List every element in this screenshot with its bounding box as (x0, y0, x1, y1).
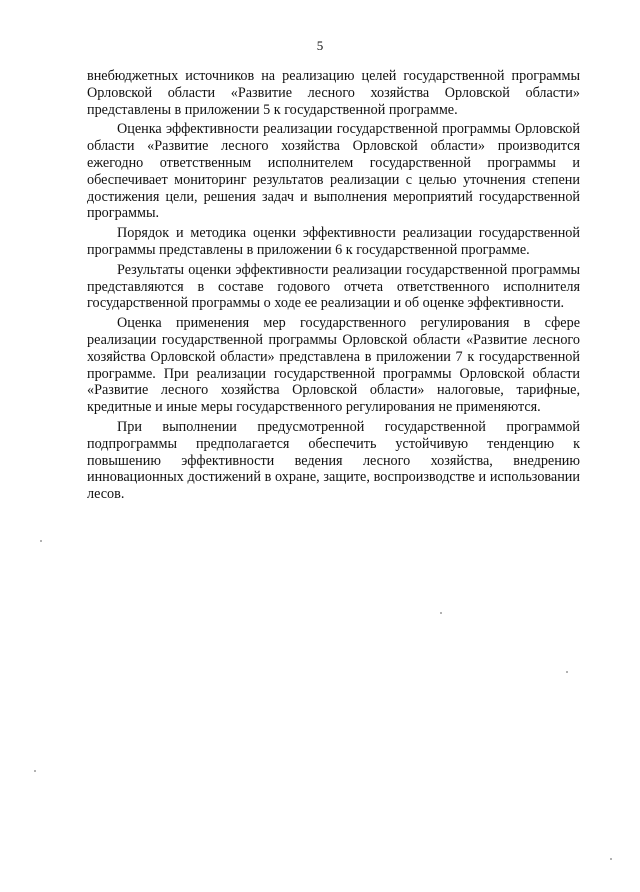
paragraph-methodology: Порядок и методика оценки эффективности реализации государственной программы представлены в приложении 6 к государственной программе. (87, 225, 580, 258)
scan-speck (610, 858, 612, 860)
paragraph-results: Результаты оценки эффективности реализации государственной программы представляются в составе годового отчета ответственного исполнителя государственной программы о ходе ее реализации и об оценке эффективности. (87, 261, 580, 312)
paragraph-efficiency-assessment: Оценка эффективности реализации государственной программы Орловской области «Развитие лесного хозяйства Орловской области» производится ежегодно ответственным исполнителем государственной программы и обеспечивает мониторинг результатов реализации с целью уточнения степени достижения цели, решения задач и выполнения мероприятий государственной программы. (87, 121, 580, 222)
scan-speck (566, 671, 568, 673)
paragraph-expected-outcomes: При выполнении предусмотренной государственной программой подпрограммы предполагается обеспечить устойчивую тенденцию к повышению эффективности ведения лесного хозяйства, внедрению инновационных достижений в охране, защите, воспроизводстве и использовании лесов. (87, 418, 580, 503)
paragraph-continuation: внебюджетных источников на реализацию целей государственной программы Орловской области «Развитие лесного хозяйства Орловской области» представлены в приложении 5 к государственной программе. (87, 68, 580, 118)
scan-speck (34, 770, 36, 772)
scan-speck (40, 540, 42, 542)
body-text (87, 68, 580, 503)
page-number: 5 (316, 38, 324, 53)
scan-speck (440, 612, 442, 614)
paragraph-regulation-measures: Оценка применения мер государственного регулирования в сфере реализации государственной программы Орловской области «Развитие лесного хозяйства Орловской области» представлена в приложении 7 к государственной программе. При реализации государственной программы Орловской области «Развитие лесного хозяйства Орловской области» налоговые, тарифные, кредитные и иные меры государственного регулирования не применяются. (87, 315, 580, 416)
